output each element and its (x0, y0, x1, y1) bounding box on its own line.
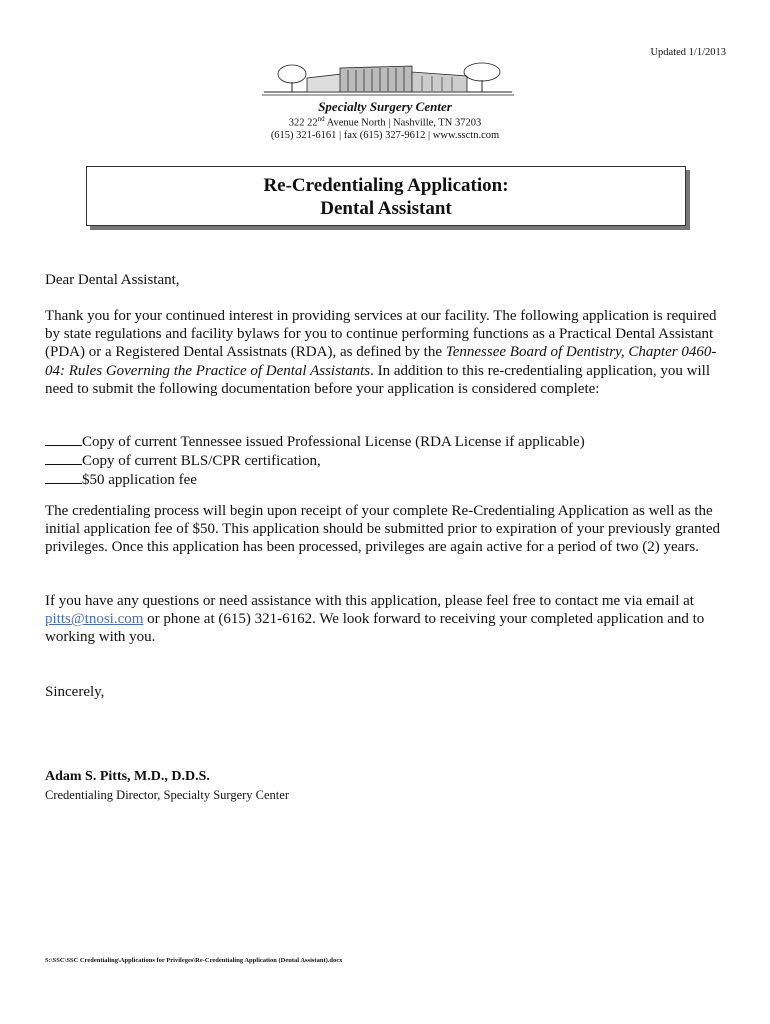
title-line-2: Dental Assistant (320, 198, 452, 219)
paragraph-contact: If you have any questions or need assistance with this application, please feel free to contact me via email at pitts@tnosi.com or phone at (615) 321-6162. We look forward to receiving your completed application and to working with you. (45, 593, 705, 646)
checkbox-blank[interactable] (45, 451, 82, 465)
org-name: Specialty Surgery Center (318, 99, 452, 114)
title-line-1: Re-Credentialing Application: (263, 175, 509, 196)
building-logo (262, 62, 514, 98)
updated-date: Updated 1/1/2013 (650, 47, 726, 58)
paragraph-process: The credentialing process will begin upon receipt of your complete Re-Credentialing Application as well as the initial application fee of $50. This application should be submitted prior to expiration of your previously granted privileges. Once this application has been processed, privileges are again active for a period of two (2) years. (45, 503, 720, 556)
closing: Sincerely, (45, 684, 105, 700)
checklist-item: $50 application fee (45, 470, 725, 489)
signer-name: Adam S. Pitts, M.D., D.D.S. (45, 769, 210, 784)
checkbox-blank[interactable] (45, 432, 82, 446)
address-line: 322 22nd Avenue North | Nashville, TN 37203 (288, 115, 482, 129)
document-checklist (45, 432, 725, 490)
contact-line: (615) 321-6161 | fax (615) 327-9612 | www.ssctn.com (270, 129, 500, 141)
file-path-footer: S:\SSC\SSC Credentialing\Applications for Privileges\Re-Credentialing Application (Dental Assistant).docx (45, 957, 343, 964)
checkbox-blank[interactable] (45, 470, 82, 484)
org-address (0, 113, 770, 142)
paragraph-intro: Thank you for your continued interest in providing services at our facility. The following application is required by state regulations and facility bylaws for you to continue performing functions as a Practical Dental Assistant (PDA) or a Registered Dental Assistnats (RDA), as defined by the Tennessee Board of Dentistry, Chapter 0460-04: Rules Governing the Practice of Dental Assistants. In addition to this re-credentialing application, you will need to submit the following documentation before your application is considered complete: (45, 308, 717, 397)
title-box (86, 166, 686, 226)
checklist-item: Copy of current BLS/CPR certification, (45, 451, 725, 470)
salutation: Dear Dental Assistant, (45, 272, 180, 288)
email-link[interactable]: pitts@tnosi.com (45, 611, 144, 628)
signer-title: Credentialing Director, Specialty Surgery Center (45, 788, 289, 802)
checklist-item: Copy of current Tennessee issued Professional License (RDA License if applicable) (45, 432, 725, 451)
